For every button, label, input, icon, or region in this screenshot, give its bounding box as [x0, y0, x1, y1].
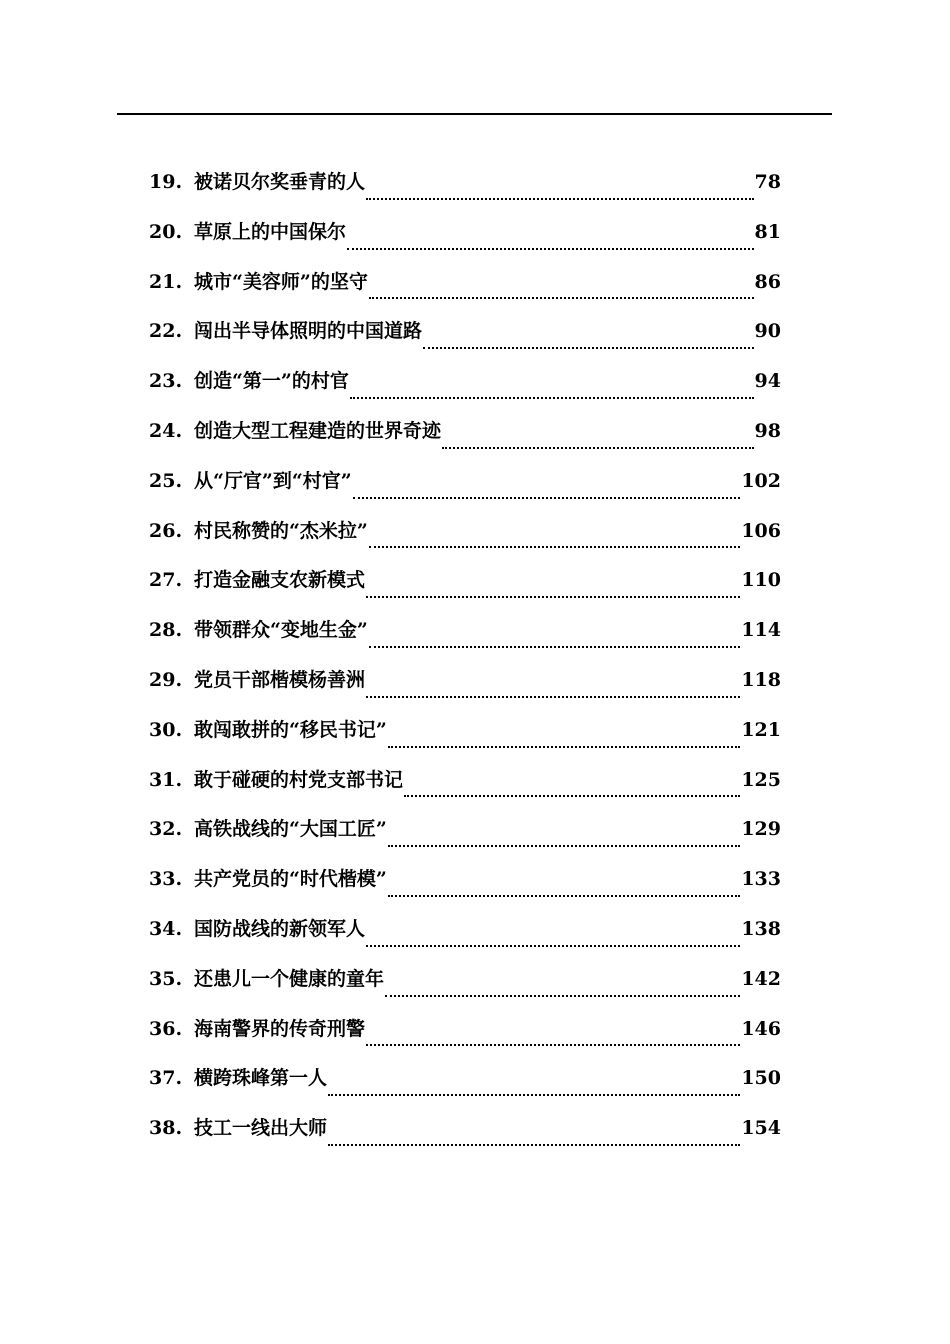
toc-entry-number: 37.	[149, 1067, 183, 1090]
toc-entry-number: 20.	[149, 220, 183, 243]
toc-entry[interactable]	[149, 715, 781, 765]
toc-entry-number: 22.	[149, 320, 183, 343]
toc-entry-page: 154	[741, 1117, 781, 1140]
toc-entry-number: 19.	[149, 171, 183, 193]
toc-dot-leader	[366, 198, 754, 200]
toc-dot-leader	[328, 1144, 740, 1146]
toc-entry-page: 118	[741, 668, 781, 691]
toc-entry-title: 国防战线的新领军人	[194, 917, 366, 940]
toc-entry[interactable]	[149, 366, 781, 416]
toc-entry-title: 被诺贝尔奖垂青的人	[194, 171, 366, 193]
toc-entry[interactable]	[149, 665, 781, 715]
toc-dot-leader	[328, 1094, 740, 1096]
toc-entry-number: 21.	[149, 270, 183, 293]
toc-entry-page: 146	[741, 1017, 781, 1040]
toc-entry[interactable]	[149, 416, 781, 466]
toc-entry-title: 横跨珠峰第一人	[194, 1067, 328, 1090]
toc-entry-title: 海南警界的传奇刑警	[194, 1017, 366, 1040]
toc-entry-page: 106	[741, 519, 781, 542]
toc-entry-title: 村民称赞的“杰米拉”	[194, 519, 368, 542]
toc-entry-page: 121	[741, 718, 781, 741]
toc-entry-title: 创造大型工程建造的世界奇迹	[194, 419, 442, 442]
toc-dot-leader	[369, 297, 754, 299]
toc-entry-page: 114	[741, 619, 781, 642]
toc-entry[interactable]	[149, 167, 781, 217]
toc-entry[interactable]	[149, 516, 781, 566]
toc-entry[interactable]	[149, 814, 781, 864]
toc-entry-page: 133	[741, 868, 781, 891]
header-rule	[117, 113, 832, 115]
toc-entry-title: 从“厅官”到“村官”	[194, 469, 352, 492]
toc-dot-leader	[423, 347, 754, 349]
toc-entry-number: 32.	[149, 818, 183, 841]
toc-entry-number: 26.	[149, 519, 183, 542]
toc-dot-leader	[353, 497, 741, 499]
toc-dot-leader	[350, 397, 754, 399]
toc-entry-page: 102	[741, 469, 781, 492]
toc-dot-leader	[388, 845, 740, 847]
toc-entry-number: 28.	[149, 619, 183, 642]
toc-entry[interactable]	[149, 765, 781, 815]
toc-entry-title: 高铁战线的“大国工匠”	[194, 818, 387, 841]
toc-entry[interactable]	[149, 914, 781, 964]
table-of-contents	[149, 167, 781, 1163]
toc-entry-title: 打造金融支农新模式	[194, 569, 366, 592]
toc-dot-leader	[366, 596, 740, 598]
toc-entry[interactable]	[149, 1113, 781, 1163]
toc-entry[interactable]	[149, 1063, 781, 1113]
toc-entry-title: 创造“第一”的村官	[194, 370, 349, 393]
toc-dot-leader	[369, 646, 740, 648]
toc-entry-number: 35.	[149, 967, 183, 990]
toc-entry-title: 城市“美容师”的坚守	[194, 270, 368, 293]
toc-entry-number: 30.	[149, 718, 183, 741]
toc-dot-leader	[369, 546, 740, 548]
toc-entry-number: 23.	[149, 370, 183, 393]
toc-entry-page: 142	[741, 967, 781, 990]
toc-entry-title: 敢于碰硬的村党支部书记	[194, 768, 404, 791]
toc-entry-page: 94	[754, 370, 781, 393]
toc-entry-title: 技工一线出大师	[194, 1117, 328, 1140]
toc-entry-title: 共产党员的“时代楷模”	[194, 868, 387, 891]
toc-entry-page: 138	[741, 917, 781, 940]
toc-dot-leader	[366, 696, 740, 698]
toc-entry-number: 34.	[149, 917, 183, 940]
toc-entry-page: 110	[741, 569, 781, 592]
toc-dot-leader	[366, 945, 740, 947]
toc-entry-number: 25.	[149, 469, 183, 492]
toc-entry-number: 31.	[149, 768, 183, 791]
toc-entry-number: 29.	[149, 668, 183, 691]
toc-entry-title: 带领群众“变地生金”	[194, 619, 368, 642]
toc-entry-title: 草原上的中国保尔	[194, 220, 347, 243]
toc-dot-leader	[366, 1044, 740, 1046]
toc-dot-leader	[347, 248, 754, 250]
toc-entry-title: 闯出半导体照明的中国道路	[194, 320, 423, 343]
toc-entry[interactable]	[149, 615, 781, 665]
toc-entry-number: 33.	[149, 868, 183, 891]
toc-dot-leader	[388, 746, 740, 748]
toc-entry-page: 125	[741, 768, 781, 791]
toc-entry-page: 86	[754, 270, 781, 293]
toc-entry-number: 24.	[149, 419, 183, 442]
toc-entry-number: 38.	[149, 1117, 183, 1140]
toc-entry-title: 还患儿一个健康的童年	[194, 967, 385, 990]
toc-entry-page: 78	[754, 171, 781, 193]
toc-entry-title: 党员干部楷模杨善洲	[194, 668, 366, 691]
toc-entry-number: 27.	[149, 569, 183, 592]
toc-entry[interactable]	[149, 217, 781, 267]
toc-entry-page: 81	[754, 220, 781, 243]
toc-entry[interactable]	[149, 565, 781, 615]
toc-entry[interactable]	[149, 316, 781, 366]
toc-dot-leader	[404, 795, 740, 797]
toc-entry-page: 98	[754, 419, 781, 442]
toc-dot-leader	[385, 995, 740, 997]
toc-entry[interactable]	[149, 466, 781, 516]
toc-entry[interactable]	[149, 864, 781, 914]
toc-dot-leader	[442, 447, 754, 449]
toc-entry-page: 150	[741, 1067, 781, 1090]
toc-entry[interactable]	[149, 964, 781, 1014]
toc-entry-page: 129	[741, 818, 781, 841]
toc-entry-title: 敢闯敢拼的“移民书记”	[194, 718, 387, 741]
toc-dot-leader	[388, 895, 740, 897]
toc-entry-page: 90	[754, 320, 781, 343]
toc-entry[interactable]	[149, 267, 781, 317]
toc-entry-number: 36.	[149, 1017, 183, 1040]
toc-entry[interactable]	[149, 1014, 781, 1064]
